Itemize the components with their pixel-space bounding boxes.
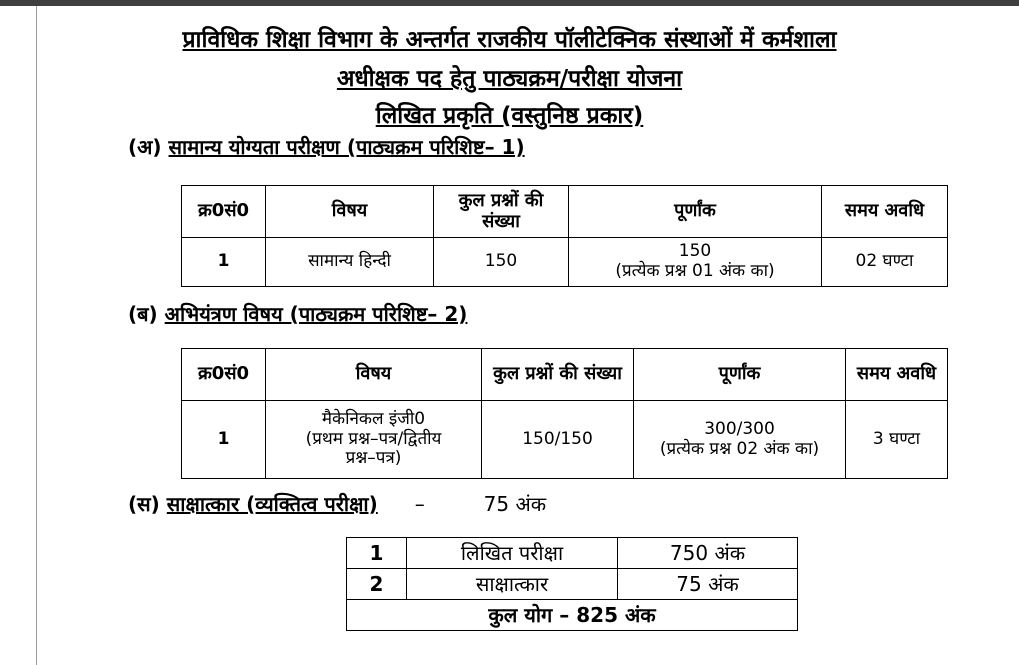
cell-sno: 1	[182, 238, 266, 287]
cell-subject	[266, 401, 482, 479]
col-header-sno: क्र0सं0	[182, 186, 266, 238]
top-border	[0, 0, 1019, 6]
cell-subject: सामान्य हिन्दी	[266, 238, 434, 287]
marks-value: 300/300	[704, 418, 775, 439]
col-header-subject: विषय	[266, 349, 482, 401]
table-row	[347, 538, 798, 569]
section-c-dash: –	[414, 492, 425, 516]
col-header-marks: पूर्णांक	[569, 186, 822, 238]
marks-value: 150	[678, 241, 712, 262]
summary-total: कुल योग – 825 अंक	[347, 600, 798, 631]
table-row	[182, 238, 948, 287]
heading-line-1: प्राविधिक शिक्षा विभाग के अन्तर्गत राजकीय पॉलीटेक्निक संस्थाओं में कर्मशाला	[182, 27, 837, 53]
marks-note: (प्रत्येक प्रश्न 02 अंक का)	[659, 438, 820, 459]
section-a-table	[181, 185, 948, 287]
summary-label: साक्षात्कार	[407, 569, 618, 600]
col-header-marks: पूर्णांक	[634, 349, 846, 401]
col-header-questions: कुल प्रश्नों की संख्या	[482, 349, 634, 401]
section-c-prefix: (स)	[128, 492, 160, 516]
section-b-table	[181, 348, 948, 479]
subject-line-1: मैकेनिकल इंजी0	[321, 409, 426, 430]
cell-marks	[634, 401, 846, 479]
col-header-duration: समय अवधि	[846, 349, 948, 401]
section-a-heading	[128, 133, 525, 160]
col-header-questions: कुल प्रश्नों की संख्या	[434, 186, 569, 238]
subject-line-3: प्रश्न–पत्र)	[345, 448, 402, 469]
section-a-prefix: (अ)	[128, 135, 162, 159]
summary-sno: 1	[347, 538, 407, 569]
cell-questions: 150/150	[482, 401, 634, 479]
section-a-title: सामान्य योग्यता परीक्षण (पाठ्यक्रम परिशिष्ट– 1)	[168, 135, 525, 159]
section-b-prefix: (ब)	[128, 302, 158, 326]
summary-marks: 750 अंक	[618, 538, 798, 569]
section-c-title: साक्षात्कार (व्यक्तित्व परीक्षा)	[166, 492, 378, 516]
cell-marks	[569, 238, 822, 287]
subject-line-2: (प्रथम प्रश्न–पत्र/द्वितीय	[305, 428, 442, 449]
summary-sno: 2	[347, 569, 407, 600]
cell-questions: 150	[434, 238, 569, 287]
cell-duration: 3 घण्टा	[846, 401, 948, 479]
heading-line-3: लिखित प्रकृति (वस्तुनिष्ठ प्रकार)	[375, 103, 644, 129]
section-b-heading	[128, 300, 467, 327]
heading-line-2: अधीक्षक पद हेतु पाठ्यक्रम/परीक्षा योजना	[336, 66, 683, 92]
col-header-sno: क्र0सं0	[182, 349, 266, 401]
section-c-marks: 75 अंक	[483, 492, 547, 516]
col-header-subject: विषय	[266, 186, 434, 238]
summary-marks: 75 अंक	[618, 569, 798, 600]
cell-duration: 02 घण्टा	[822, 238, 948, 287]
cell-sno: 1	[182, 401, 266, 479]
section-c-heading	[128, 490, 546, 517]
table-row	[182, 401, 948, 479]
col-header-duration: समय अवधि	[822, 186, 948, 238]
summary-table	[346, 537, 798, 631]
section-b-title: अभियंत्रण विषय (पाठ्यक्रम परिशिष्ट– 2)	[164, 302, 468, 326]
table-row	[347, 569, 798, 600]
marks-note: (प्रत्येक प्रश्न 01 अंक का)	[615, 261, 775, 281]
summary-label: लिखित परीक्षा	[407, 538, 618, 569]
